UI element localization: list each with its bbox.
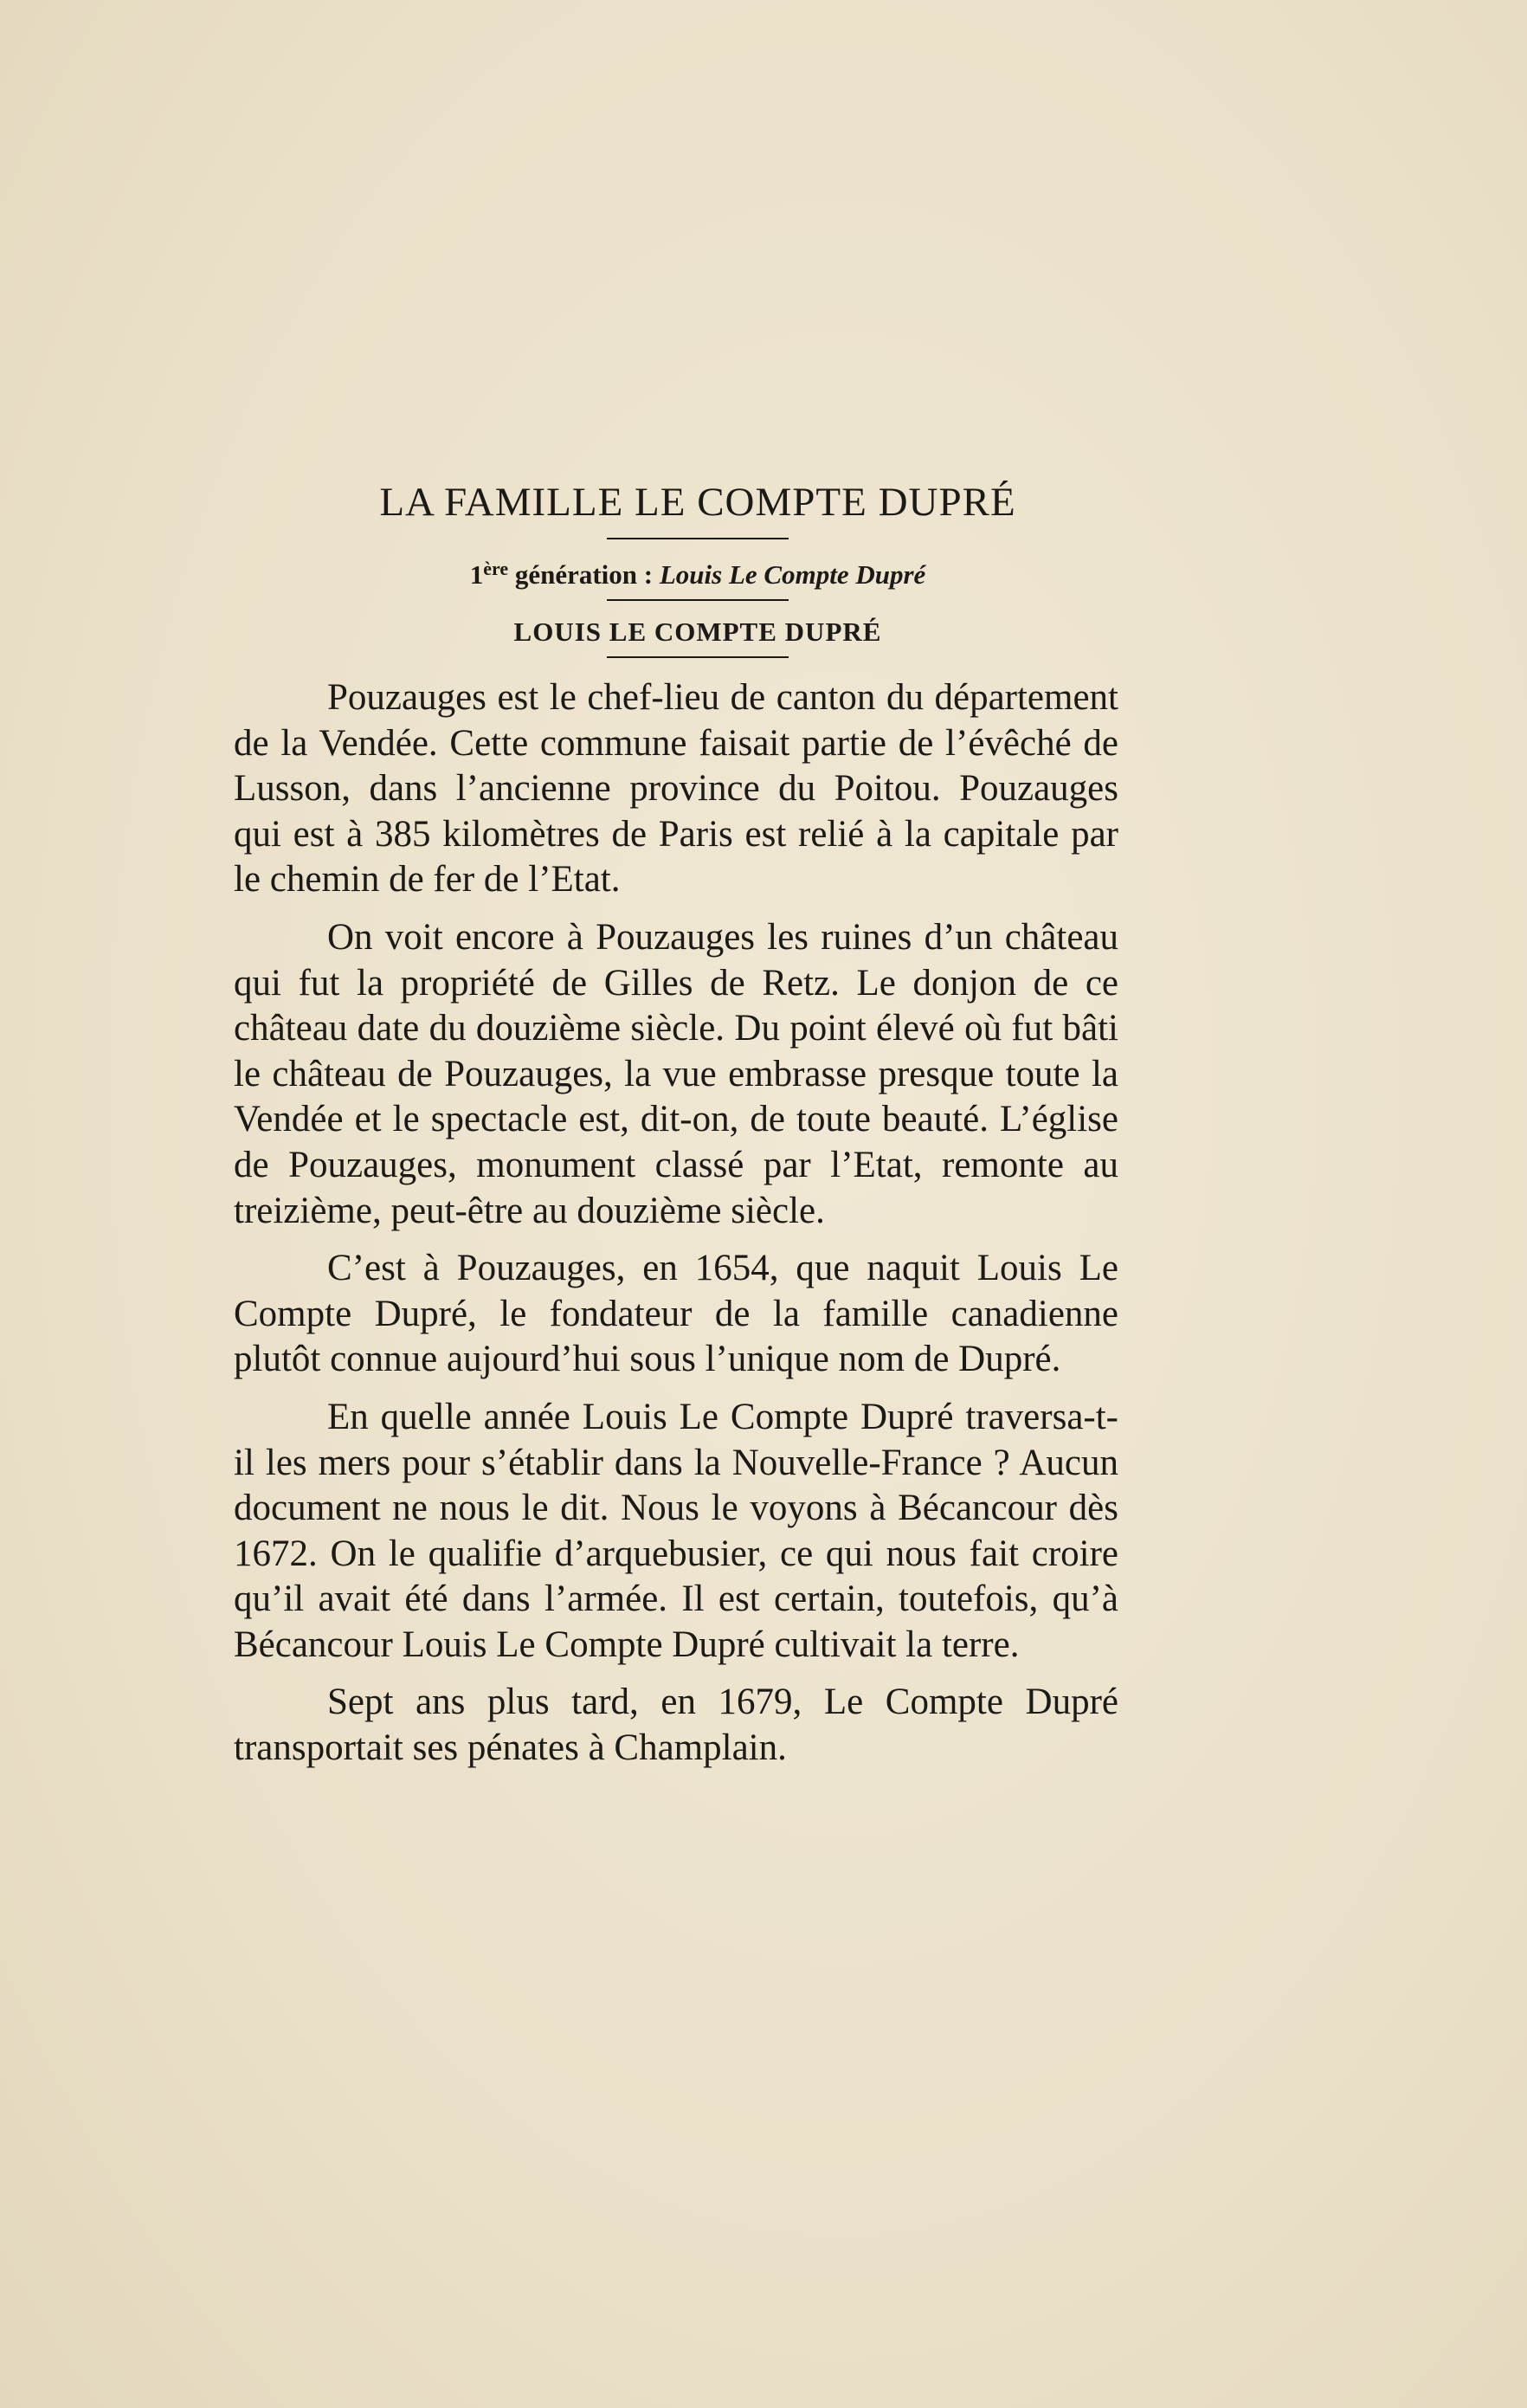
generation-name: Louis Le Compte Dupré <box>659 559 926 590</box>
paragraph: Sept ans plus tard, en 1679, Le Compte Dupré transportait ses pénates à Champlain. <box>234 1682 1118 1769</box>
divider-rule <box>607 599 789 601</box>
chapter-title: LA FAMILLE LE COMPTE DUPRÉ <box>379 480 1016 525</box>
paragraph: Pouzauges est le chef-lieu de canton du département de la Vendée. Cette commune faisait partie de l’évêché de Lusson, dans l’ancienne province du Poitou. Pouzauges qui est à 385 kilomètres de Paris est relié à la capitale par le chemin de fer de l’Etat. <box>234 677 1118 901</box>
divider-rule <box>607 538 789 539</box>
generation-ordinal: 1 <box>469 559 484 590</box>
paragraph: On voit encore à Pouzauges les ruines d’un château qui fut la propriété de Gilles de Retz. Le donjon de ce château date du douzième siècle. Du point élevé où fut bâti le château de Pouzauges, la vue embrasse presque toute la Vendée et le spectacle est, dit-on, de toute beauté. L’église de Pouzauges, monument classé par l’Etat, remonte au treizième, peut-être au douzième siècle. <box>234 916 1118 1231</box>
page-text <box>234 472 1118 1772</box>
generation-line <box>234 550 1118 594</box>
paragraph: C’est à Pouzauges, en 1654, que naquit Louis Le Compte Dupré, le fondateur de la famille canadienne plutôt connue aujourd’hui sous l’unique nom de Dupré. <box>234 1248 1118 1380</box>
generation-label: génération : <box>508 559 660 590</box>
divider-rule <box>607 656 789 658</box>
generation-superscript: ère <box>483 558 509 579</box>
section-subtitle: LOUIS LE COMPTE DUPRÉ <box>513 617 882 647</box>
paragraph: En quelle année Louis Le Compte Dupré traversa-t-il les mers pour s’établir dans la Nouvelle-France ? Aucun document ne nous le dit. Nous le voyons à Bécancour dès 1672. On le qualifie d’arquebusier, ce qui nous fait croire qu’il avait été dans l’armée. Il est certain, toutefois, qu’à Bécancour Louis Le Compte Dupré cultivait la terre. <box>234 1396 1118 1665</box>
